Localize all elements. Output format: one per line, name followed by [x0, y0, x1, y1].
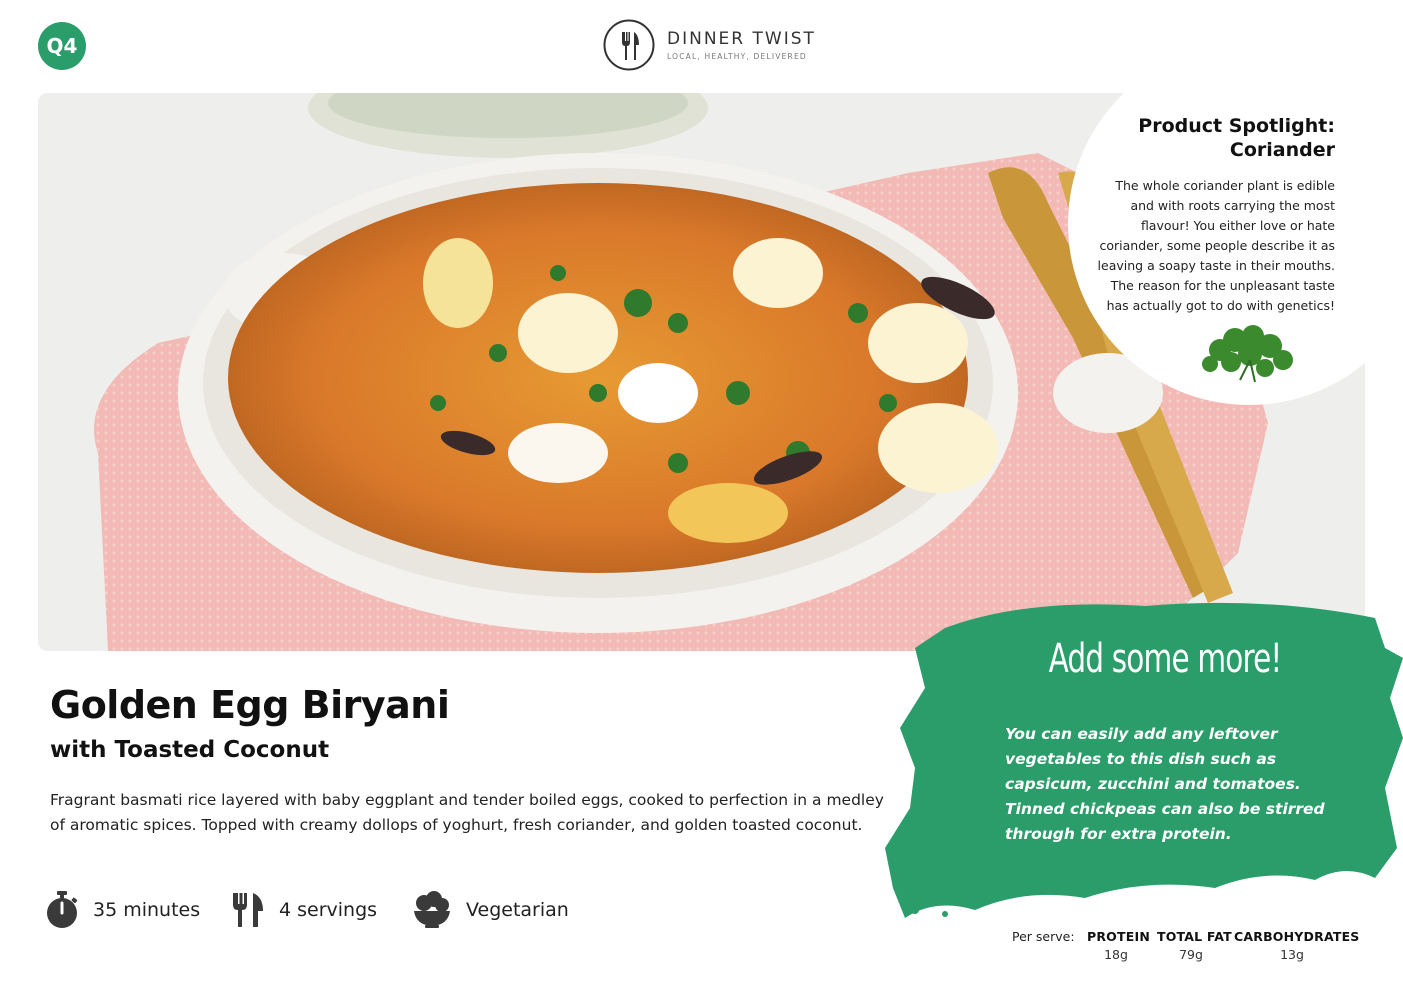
meta-servings	[231, 887, 377, 933]
brand-logo	[603, 19, 816, 71]
coriander-icon	[1195, 320, 1305, 386]
quarter-badge: Q4	[38, 22, 86, 70]
nutrition-carbs-value: 13g	[1280, 947, 1304, 962]
nutrition-carbs	[1234, 929, 1360, 962]
spotlight-title-line1: Product Spotlight:	[1138, 115, 1335, 137]
cutlery-icon	[231, 891, 265, 929]
spotlight-title-line2: Coriander	[1229, 139, 1335, 161]
recipe-subtitle: with Toasted Coconut	[50, 737, 330, 763]
salad-bowl-icon	[412, 891, 452, 929]
per-serve-label: Per serve:	[1012, 929, 1075, 944]
nutrition-fat-name: TOTAL FAT	[1157, 929, 1232, 944]
meta-time-label: 35 minutes	[93, 899, 201, 921]
recipe-description: Fragrant basmati rice layered with baby eggplant and tender boiled eggs, cooked to perfection in a medley of aromatic spices. Topped with creamy dollops of yoghurt, fresh coriander, and golden toasted coconut.	[50, 791, 884, 834]
add-more-body: You can easily add any leftover vegetables to this dish such as capsicum, zucchini and tomatoes. Tinned chickpeas can also be stirred through for extra protein.	[1005, 725, 1325, 843]
nutrition-protein-name: PROTEIN	[1087, 929, 1150, 944]
recipe-title: Golden Egg Biryani	[50, 683, 450, 727]
nutrition-carbs-name: CARBOHYDRATES	[1234, 929, 1360, 944]
nutrition-protein-value: 18g	[1104, 947, 1128, 962]
brand-name: DINNER TWIST	[667, 29, 816, 49]
meta-diet	[412, 887, 569, 933]
meta-diet-label: Vegetarian	[466, 899, 569, 921]
meta-time	[45, 887, 200, 933]
nutrition-fat	[1157, 929, 1232, 962]
add-more-title: Add some more!	[1048, 636, 1282, 682]
stopwatch-icon	[45, 891, 79, 929]
meta-servings-label: 4 servings	[279, 899, 378, 921]
fork-knife-icon	[603, 19, 655, 71]
spotlight-title	[1075, 114, 1335, 162]
nutrition-protein	[1087, 929, 1150, 962]
nutrition-fat-value: 79g	[1179, 947, 1203, 962]
brand-tagline: LOCAL, HEALTHY, DELIVERED	[667, 52, 807, 61]
spotlight-body: The whole coriander plant is edible and with roots carrying the most flavour! You either love or hate coriander, some people describe it as leaving a soapy taste in their mouths. The reason for the unpleasant taste has actually got to do with genetics!	[1097, 178, 1335, 313]
